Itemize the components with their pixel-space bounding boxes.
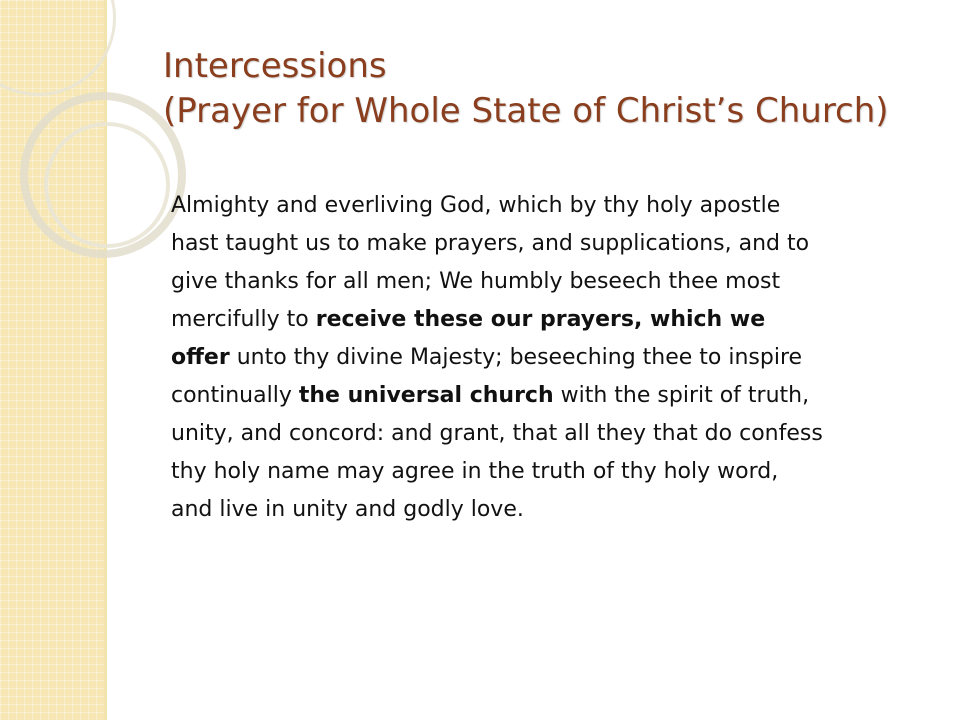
prayer-line-8: thy holy name may agree in the truth of thy holy word, <box>171 459 779 484</box>
emphasis-universal-church: the universal church <box>298 383 554 408</box>
emphasis-receive-prayers: receive these our prayers, which we <box>315 307 766 332</box>
prayer-line-2: hast taught us to make prayers, and supplications, and to <box>171 231 810 256</box>
prayer-line-4 <box>171 301 941 339</box>
prayer-line-4-text: mercifully to <box>171 307 316 332</box>
prayer-text <box>171 187 941 529</box>
prayer-line-3: give thanks for all men; We humbly beseech thee most <box>171 269 781 294</box>
prayer-line-6-text-b: with the spirit of truth, <box>553 383 810 408</box>
prayer-line-7: unity, and concord: and grant, that all they that do confess <box>171 421 823 446</box>
prayer-line-1: Almighty and everliving God, which by thy holy apostle <box>171 193 781 218</box>
prayer-line-6-text-a: continually <box>171 383 299 408</box>
decorative-ring-inner <box>44 122 170 248</box>
prayer-line-5 <box>171 339 941 377</box>
prayer-line-6 <box>171 377 941 415</box>
prayer-line-5-text: unto thy divine Majesty; beseeching thee to inspire <box>229 345 803 370</box>
title-line-1: Intercessions <box>163 46 387 86</box>
emphasis-offer: offer <box>171 345 230 370</box>
title-line-2: (Prayer for Whole State of Christ’s Church) <box>163 91 889 131</box>
prayer-line-9: and live in unity and godly love. <box>171 497 524 522</box>
slide-title <box>163 44 943 134</box>
